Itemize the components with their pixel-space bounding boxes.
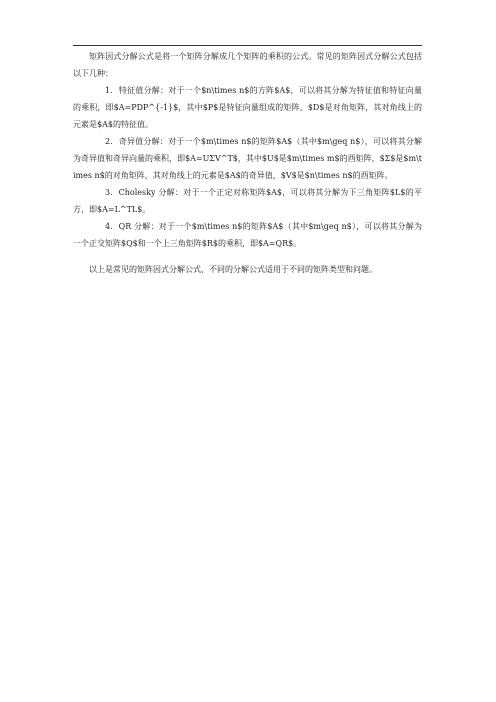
list-item-svd <box>73 133 422 184</box>
list-number: 4. <box>105 222 113 231</box>
list-text: 特征值分解：对于一个$n\times n$的方阵$A$，可以将其分解为特征值和特征向量的乘积，即$A=PDP^{-1}$，其中$P$是特征向量组成的矩阵，$D$是对角矩阵，其对角线上的元素是$A$的特征值。 <box>73 86 422 129</box>
intro-text: 矩阵因式分解公式是将一个矩阵分解成几个矩阵的乘积的公式。常见的矩阵因式分解公式包括以下几种： <box>73 52 422 78</box>
conclusion-text: 以上是常见的矩阵因式分解公式，不同的分解公式适用于不同的矩阵类型和问题。 <box>89 265 377 274</box>
list-item-cholesky <box>73 184 422 218</box>
list-number: 2. <box>105 137 113 146</box>
list-text: Cholesky 分解：对于一个正定对称矩阵$A$，可以将其分解为下三角矩阵$L$的平方，即$A=L^TL$。 <box>73 188 422 214</box>
list-item-eigen <box>73 82 422 133</box>
list-item-qr <box>73 218 422 252</box>
intro-paragraph <box>73 48 422 82</box>
list-text: QR 分解：对于一个$m\times n$的矩阵$A$（其中$m\geq n$），可以将其分解为一个正交矩阵$Q$和一个上三角矩阵$R$的乘积，即$A=QR$。 <box>73 222 422 248</box>
header-rule <box>73 45 422 46</box>
document-body <box>73 48 422 278</box>
list-number: 3. <box>105 188 113 197</box>
list-text: 奇异值分解：对于一个$m\times n$的矩阵$A$（其中$m\geq n$），可以将其分解为奇异值和奇异向量的乘积，即$A=UΣV^T$，其中$U$是$m\times m$的酉矩阵，$Σ$是$m\times n$的对角矩阵，其对角线上的元素是$A$的奇异值，$V$是$n\times n$的酉矩阵。 <box>73 137 423 180</box>
list-number: 1. <box>105 86 113 95</box>
conclusion-paragraph <box>73 261 422 278</box>
